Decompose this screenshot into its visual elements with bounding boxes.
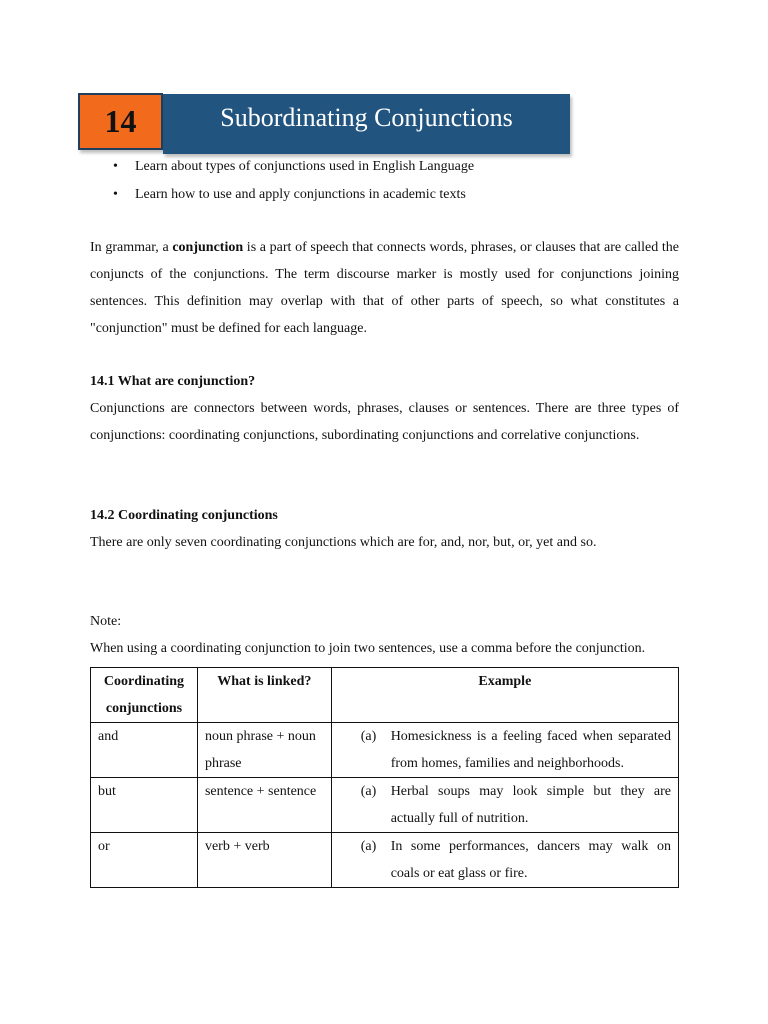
table-header-cell: Coordinating conjunctions <box>91 668 198 723</box>
note-label: Note: <box>90 614 122 629</box>
table-row <box>91 723 679 778</box>
table-row <box>91 833 679 888</box>
example-text: Homesickness is a feeling faced when separated from homes, families and neighborhoods. <box>390 729 671 771</box>
example-text: In some performances, dancers may walk on coals or eat glass or fire. <box>390 839 671 881</box>
section-heading-14-1: 14.1 What are conjunction? <box>90 374 256 389</box>
table-header-cell: Example <box>331 668 678 723</box>
conjunction-cell: and <box>91 723 198 778</box>
example-text: Herbal soups may look simple but they are actually full of nutrition. <box>390 784 671 826</box>
chapter-number: 14 <box>78 93 163 150</box>
section-14-1-body: Conjunctions are connectors between words, phrases, clauses or sentences. There are three types of conjunctions: coordinating conjunctions, subordinating conjunctions and correlative conjunctions. <box>90 401 679 443</box>
conjunction-cell: but <box>91 778 198 833</box>
table-header-row <box>91 668 679 723</box>
example-cell <box>331 833 678 888</box>
table-header-cell: What is linked? <box>197 668 331 723</box>
objectives-list <box>110 156 474 212</box>
objective-item: • Learn about types of conjunctions used in English Language <box>110 156 474 184</box>
linked-cell: verb + verb <box>197 833 331 888</box>
intro-text-pre: In grammar, a <box>90 240 173 255</box>
conjunction-cell: or <box>91 833 198 888</box>
note-text: When using a coordinating conjunction to join two sentences, use a comma before the conjunction. <box>90 641 646 656</box>
example-label: (a) <box>360 784 377 799</box>
chapter-title: Subordinating Conjunctions <box>163 94 570 154</box>
table-row <box>91 778 679 833</box>
intro-paragraph <box>90 234 679 342</box>
example-cell <box>331 778 678 833</box>
section-14-2-body: There are only seven coordinating conjunctions which are for, and, nor, but, or, yet and so. <box>90 535 597 550</box>
example-label: (a) <box>360 729 377 744</box>
linked-cell: sentence + sentence <box>197 778 331 833</box>
intro-term-conjunction: conjunction <box>172 240 244 255</box>
coordinating-conjunctions-table <box>90 667 679 888</box>
section-heading-14-2: 14.2 Coordinating conjunctions <box>90 508 278 523</box>
objective-item: • Learn how to use and apply conjunctions in academic texts <box>110 184 474 212</box>
example-cell <box>331 723 678 778</box>
intro-text-post: is a part of speech that connects words, phrases, or clauses that are called the conjuncts of the conjunctions. The term discourse marker is mostly used for conjunctions joining sentences. This definition may overlap with that of other parts of speech, so what constitutes a "conjunction" must be defined for each language. <box>90 240 679 336</box>
linked-cell: noun phrase + noun phrase <box>197 723 331 778</box>
example-label: (a) <box>360 839 377 854</box>
